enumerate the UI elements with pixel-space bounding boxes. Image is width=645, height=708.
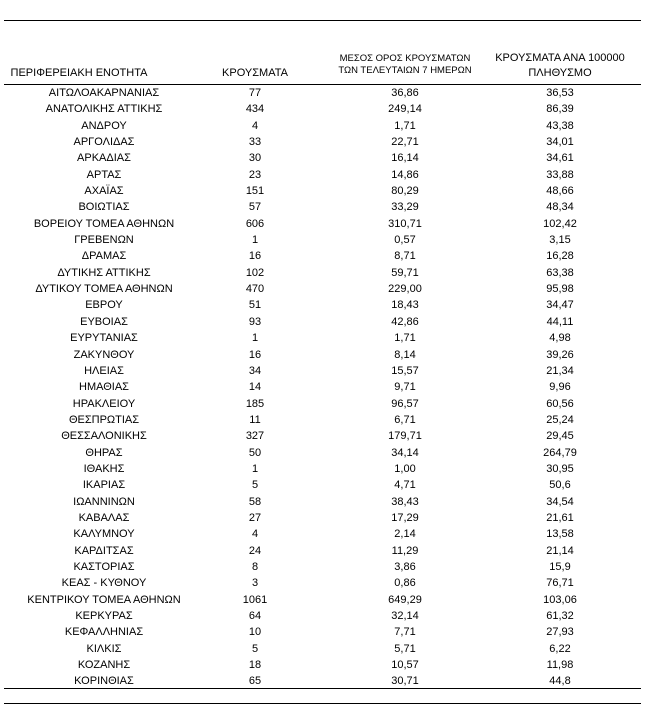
cell-cases: 50 xyxy=(248,446,262,459)
cell-per100k: 13,58 xyxy=(546,528,574,541)
cell-cases: 5 xyxy=(251,479,259,492)
cell-region: ΓΡΕΒΕΝΩΝ xyxy=(74,234,134,247)
cell-per100k: 21,34 xyxy=(546,364,574,377)
cell-cases: 606 xyxy=(245,217,265,230)
cell-region: ΙΩΑΝΝΙΝΩΝ xyxy=(73,495,135,508)
table-row xyxy=(0,575,645,591)
cell-region: ΚΕΝΤΡΙΚΟΥ ΤΟΜΕΑ ΑΘΗΝΩΝ xyxy=(27,593,181,606)
cell-per100k: 60,56 xyxy=(546,397,574,410)
cell-region: ΚΕΡΚΥΡΑΣ xyxy=(75,610,133,622)
table-row xyxy=(0,477,645,493)
cell-cases: 5 xyxy=(251,642,259,655)
cell-cases: 23 xyxy=(248,168,262,181)
cell-avg: 18,43 xyxy=(391,299,419,312)
cell-cases: 1061 xyxy=(242,593,268,606)
table-row xyxy=(0,641,645,657)
cell-region: ΚΟΡΙΝΘΙΑΣ xyxy=(74,675,134,688)
cell-cases: 16 xyxy=(248,250,262,263)
cell-per100k: 48,34 xyxy=(546,201,574,214)
cell-cases: 58 xyxy=(248,495,262,508)
cell-cases: 470 xyxy=(245,283,265,296)
cell-region: ΙΚΑΡΙΑΣ xyxy=(82,479,126,492)
cell-per100k: 34,61 xyxy=(546,152,574,165)
table-row xyxy=(0,412,645,428)
table-row xyxy=(0,183,645,199)
cell-per100k: 76,71 xyxy=(546,577,574,590)
cell-per100k: 50,6 xyxy=(549,479,571,492)
cell-cases: 33 xyxy=(248,136,262,149)
table-row xyxy=(0,199,645,215)
cell-per100k: 33,88 xyxy=(546,168,574,181)
cell-region: ΑΙΤΩΛΟΑΚΑΡΝΑΝΙΑΣ xyxy=(48,87,160,99)
cell-per100k: 3,15 xyxy=(549,234,571,247)
cell-region: ΑΡΓΟΛΙΔΑΣ xyxy=(73,136,135,149)
cell-per100k: 44,8 xyxy=(549,675,571,688)
table-row xyxy=(0,396,645,412)
cell-per100k: 63,38 xyxy=(546,266,574,279)
cell-avg: 22,71 xyxy=(391,136,419,149)
cell-cases: 4 xyxy=(251,119,259,132)
cell-avg: 0,86 xyxy=(394,577,416,590)
table-row xyxy=(0,216,645,232)
table-row xyxy=(0,330,645,346)
table-row xyxy=(0,526,645,542)
table-row xyxy=(0,314,645,330)
cell-region: ΖΑΚΥΝΘΟΥ xyxy=(73,348,135,361)
cell-region: ΚΙΛΚΙΣ xyxy=(86,642,122,655)
cell-region: ΚΑΒΑΛΑΣ xyxy=(78,511,130,524)
cell-per100k: 16,28 xyxy=(546,250,574,263)
cell-region: ΚΑΛΥΜΝΟΥ xyxy=(73,528,135,541)
cell-region: ΑΝΔΡΟΥ xyxy=(81,119,127,132)
cell-cases: 30 xyxy=(248,152,262,165)
cell-avg: 34,14 xyxy=(391,446,419,459)
cell-avg: 229,00 xyxy=(388,283,422,296)
cell-region: ΕΒΡΟΥ xyxy=(85,299,123,312)
cell-region: ΘΕΣΣΑΛΟΝΙΚΗΣ xyxy=(61,430,147,443)
table-top-rule xyxy=(4,20,641,21)
cell-cases: 185 xyxy=(245,397,265,410)
cell-cases: 151 xyxy=(245,185,265,198)
cell-per100k: 30,95 xyxy=(546,462,574,475)
cell-region: ΗΜΑΘΙΑΣ xyxy=(79,381,129,394)
cell-avg: 59,71 xyxy=(391,266,419,279)
cell-avg: 15,57 xyxy=(391,364,419,377)
cell-avg: 4,71 xyxy=(394,479,416,492)
table-row xyxy=(0,134,645,150)
cell-cases: 3 xyxy=(251,577,259,590)
cell-per100k: 103,06 xyxy=(543,593,577,606)
table-row xyxy=(0,624,645,640)
cell-per100k: 86,39 xyxy=(546,103,574,116)
cell-region: ΑΡΚΑΔΙΑΣ xyxy=(77,152,131,165)
cell-region: ΔΡΑΜΑΣ xyxy=(81,250,127,263)
cell-cases: 51 xyxy=(248,299,262,312)
cell-avg: 80,29 xyxy=(391,185,419,198)
cell-avg: 8,71 xyxy=(394,250,416,263)
cell-cases: 327 xyxy=(245,430,265,443)
cell-per100k: 6,22 xyxy=(549,642,571,655)
cell-region: ΚΕΑΣ - ΚΥΘΝΟΥ xyxy=(61,577,147,590)
cell-region: ΒΟΙΩΤΙΑΣ xyxy=(78,201,130,214)
table-row xyxy=(0,461,645,477)
table-row xyxy=(0,347,645,363)
table-row xyxy=(0,281,645,297)
cell-avg: 9,71 xyxy=(394,381,416,394)
cell-region: ΚΕΦΑΛΛΗΝΙΑΣ xyxy=(64,626,144,639)
cell-per100k: 43,38 xyxy=(546,119,574,132)
cell-region: ΒΟΡΕΙΟΥ ΤΟΜΕΑ ΑΘΗΝΩΝ xyxy=(33,217,175,230)
table-row xyxy=(0,559,645,575)
cell-cases: 34 xyxy=(248,364,262,377)
table-row xyxy=(0,232,645,248)
cell-cases: 10 xyxy=(248,626,262,639)
cell-per100k: 102,42 xyxy=(543,217,577,230)
table-row xyxy=(0,363,645,379)
cell-per100k: 34,47 xyxy=(546,299,574,312)
cell-cases: 93 xyxy=(248,315,262,328)
cell-avg: 6,71 xyxy=(394,413,416,426)
cell-avg: 11,29 xyxy=(391,544,419,557)
table-row xyxy=(0,543,645,559)
cell-avg: 5,71 xyxy=(394,642,416,655)
cell-region: ΕΥΒΟΙΑΣ xyxy=(80,315,128,328)
table-row xyxy=(0,167,645,183)
cell-per100k: 95,98 xyxy=(546,283,574,296)
table-row xyxy=(0,445,645,461)
table-row xyxy=(0,297,645,313)
cell-cases: 1 xyxy=(251,234,259,247)
table-row xyxy=(0,85,645,101)
cell-per100k: 48,66 xyxy=(546,185,574,198)
cell-cases: 1 xyxy=(251,332,259,345)
cell-per100k: 34,01 xyxy=(546,136,574,149)
cell-cases: 11 xyxy=(249,413,261,426)
cell-region: ΗΡΑΚΛΕΙΟΥ xyxy=(72,397,136,410)
table-row xyxy=(0,379,645,395)
table-bottom-rule xyxy=(4,688,641,689)
cell-cases: 1 xyxy=(251,462,259,475)
cell-avg: 38,43 xyxy=(391,495,419,508)
cell-avg: 7,71 xyxy=(394,626,416,639)
cell-avg: 32,14 xyxy=(391,610,419,622)
cell-per100k: 25,24 xyxy=(546,413,574,426)
table-row xyxy=(0,592,645,608)
cell-per100k: 4,98 xyxy=(549,332,571,345)
cell-per100k: 21,61 xyxy=(546,511,574,524)
cell-cases: 64 xyxy=(248,610,262,622)
cell-region: ΙΘΑΚΗΣ xyxy=(83,462,125,475)
header-cases: ΚΡΟΥΣΜΑΤΑ xyxy=(222,67,288,79)
cell-cases: 24 xyxy=(248,544,262,557)
cell-cases: 8 xyxy=(251,560,259,573)
table-row xyxy=(0,101,645,117)
cell-region: ΔΥΤΙΚΗΣ ΑΤΤΙΚΗΣ xyxy=(57,266,151,279)
header-per-100k: ΚΡΟΥΣΜΑΤΑ ΑΝΑ 100000 ΠΛΗΘΥΣΜΟ xyxy=(495,52,625,79)
cell-region: ΑΝΑΤΟΛΙΚΗΣ ΑΤΤΙΚΗΣ xyxy=(45,103,163,116)
cell-region: ΔΥΤΙΚΟΥ ΤΟΜΕΑ ΑΘΗΝΩΝ xyxy=(35,283,173,296)
cell-per100k: 39,26 xyxy=(546,348,574,361)
cell-per100k: 15,9 xyxy=(549,560,571,573)
table-body xyxy=(0,85,645,690)
cell-cases: 16 xyxy=(248,348,262,361)
cell-region: ΚΟΖΑΝΗΣ xyxy=(77,659,131,672)
table-row xyxy=(0,510,645,526)
cell-cases: 65 xyxy=(248,675,262,688)
cell-cases: 27 xyxy=(248,511,262,524)
cell-cases: 77 xyxy=(248,87,262,99)
cell-region: ΘΗΡΑΣ xyxy=(85,446,123,459)
cell-avg: 14,86 xyxy=(391,168,419,181)
cell-region: ΑΡΤΑΣ xyxy=(86,168,122,181)
cell-per100k: 264,79 xyxy=(543,446,577,459)
table-row xyxy=(0,608,645,624)
cell-per100k: 11,98 xyxy=(546,659,574,672)
cell-avg: 1,71 xyxy=(394,332,416,345)
cell-region: ΚΑΡΔΙΤΣΑΣ xyxy=(74,544,134,557)
table-row xyxy=(0,428,645,444)
cell-avg: 3,86 xyxy=(394,560,416,573)
cell-avg: 36,86 xyxy=(391,87,419,99)
cell-avg: 179,71 xyxy=(388,430,422,443)
cell-per100k: 61,32 xyxy=(546,610,574,622)
cell-avg: 96,57 xyxy=(391,397,419,410)
table-row xyxy=(0,118,645,134)
cell-region: ΑΧΑΪΑΣ xyxy=(84,185,124,198)
cell-cases: 18 xyxy=(248,659,262,672)
cell-avg: 249,14 xyxy=(388,103,422,116)
cell-per100k: 36,53 xyxy=(546,87,574,99)
cell-cases: 57 xyxy=(248,201,262,214)
cell-avg: 1,00 xyxy=(394,462,416,475)
table-row xyxy=(0,265,645,281)
cell-avg: 2,14 xyxy=(394,528,416,541)
cell-region: ΗΛΕΙΑΣ xyxy=(84,364,124,377)
cell-avg: 30,71 xyxy=(391,675,419,688)
table-row xyxy=(0,150,645,166)
table-row xyxy=(0,494,645,510)
cell-region: ΕΥΡΥΤΑΝΙΑΣ xyxy=(70,332,138,345)
cell-per100k: 9,96 xyxy=(549,381,571,394)
cell-avg: 0,57 xyxy=(394,234,416,247)
header-avg-7-days: ΜΕΣΟΣ ΟΡΟΣ ΚΡΟΥΣΜΑΤΩΝ ΤΩΝ ΤΕΛΕΥΤΑΙΩΝ 7 ΗΜΕΡΩΝ xyxy=(338,53,472,76)
cell-avg: 17,29 xyxy=(391,511,419,524)
cell-avg: 10,57 xyxy=(391,659,419,672)
table-row xyxy=(0,248,645,264)
cell-region: ΘΕΣΠΡΩΤΙΑΣ xyxy=(68,413,140,426)
cell-avg: 8,14 xyxy=(394,348,416,361)
cell-avg: 310,71 xyxy=(388,217,422,230)
cell-per100k: 44,11 xyxy=(546,315,574,328)
cell-cases: 14 xyxy=(248,381,262,394)
cell-cases: 4 xyxy=(251,528,259,541)
cell-region: ΚΑΣΤΟΡΙΑΣ xyxy=(73,560,135,573)
cell-avg: 42,86 xyxy=(391,315,419,328)
cell-per100k: 34,54 xyxy=(546,495,574,508)
cell-per100k: 29,45 xyxy=(546,430,574,443)
cell-avg: 16,14 xyxy=(391,152,419,165)
cell-cases: 434 xyxy=(245,103,265,116)
cell-avg: 649,29 xyxy=(388,593,422,606)
cell-cases: 102 xyxy=(245,266,265,279)
page-bottom-rule xyxy=(4,703,641,704)
cell-per100k: 21,14 xyxy=(546,544,574,557)
table-row xyxy=(0,657,645,673)
cell-avg: 1,71 xyxy=(394,119,416,132)
header-region: ΠΕΡΙΦΕΡΕΙΑΚΗ ΕΝΟΤΗΤΑ xyxy=(10,67,148,79)
cell-per100k: 27,93 xyxy=(546,626,574,639)
cell-avg: 33,29 xyxy=(391,201,419,214)
